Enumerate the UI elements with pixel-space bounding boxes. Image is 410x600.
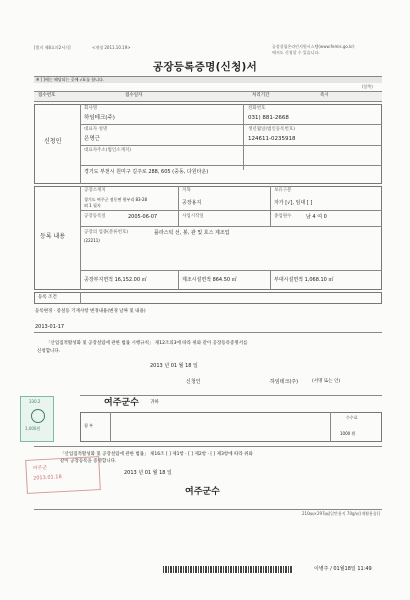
office-suffix: 귀하 [150, 400, 159, 405]
business-start-label: 사업시작일 [182, 214, 204, 219]
conditions-label: 등록 조건 [38, 295, 57, 300]
official-seal [25, 456, 101, 494]
page-title: 공장등록증명(신청)서 [152, 61, 258, 73]
form-number: [별지 제8호의2서식] [34, 45, 71, 50]
revision-date: <개정 2011.10.19> [92, 45, 131, 50]
location-value-1: 경기도 여주군 점동면 원부리 83-28 [84, 197, 148, 202]
seal-text-1: 여주군 [32, 464, 48, 472]
revenue-stamp-amount: 1,000원 [25, 426, 41, 431]
processing-period-value: 즉시 [320, 93, 329, 98]
declaration-line-1: 「산업집적활성화 및 공장설립에 관한 법률 시행규칙」 제12조의3에 따라 위와 같이 공장등록증명서를 [46, 341, 248, 346]
industry-label: 공장의 업종(분류번호) [84, 230, 129, 235]
signature-company: 하임테크(주) [270, 379, 299, 385]
agency-note-2: 에서도 신청할 수 있습니다. [272, 50, 320, 55]
seal-text-2: 2013.01.18 [32, 474, 62, 482]
registration-date-label: 공장등록일 [84, 214, 106, 219]
revenue-stamp-top: 330.2 [29, 399, 41, 404]
history-label: 등록변경 · 증설등 기재사항 변경내용(변경 날짜 및 내용) [35, 309, 146, 314]
emblem-icon [31, 409, 45, 423]
representative-value: 은명근 [84, 136, 100, 142]
auxiliary-area: 부대시설면적 1,068.10 ㎡ [274, 277, 334, 283]
fee-label: 수수료 [346, 415, 358, 420]
processing-period-label: 처리기간 [252, 93, 270, 98]
issuer-name: 여주군수 [185, 487, 220, 497]
certification-line-2: 같이 공장등록을 증명합니다. [60, 459, 117, 464]
location-value-2: 외 1 필지 [84, 203, 101, 208]
manufacturing-area: 제조시설면적 864.50 ㎡ [182, 277, 237, 283]
application-date: 2013 년 01 월 18 일 [150, 363, 198, 369]
fee-box [80, 412, 382, 442]
birth-label: 생년월일(법인등록번호) [248, 127, 295, 132]
land-category-value: 공장용지 [182, 200, 202, 206]
company-label: 회사명 [84, 106, 98, 111]
signature-note: (서명 또는 인) [312, 379, 341, 384]
history-date: 2013-01-17 [35, 324, 65, 330]
certification-line-1: 「산업집적활성화 및 공장설립에 관한 법률」 제16조 [ ] 제1항 · [ ] 제2항 · [ ] 제3항에 따라 위와 [60, 452, 253, 457]
receipt-number-label: 접수번호 [38, 93, 56, 98]
birth-value: 124611-0235918 [248, 136, 296, 142]
employees-label: 종업원수 [274, 214, 292, 219]
industry-code: (22211) [84, 238, 100, 243]
registration-date-value: 2005-06-07 [128, 214, 158, 220]
ownership-label: 보유구분 [274, 188, 292, 193]
paper-spec: 210㎜×297㎜[일반용지 70g/㎡(재활용품)] [302, 511, 381, 516]
receipt-date-label: 접수일자 [125, 93, 143, 98]
signature-label: 신청인 [186, 379, 201, 385]
phone-value: 031) 881-2668 [248, 115, 289, 121]
certification-date: 2013 년 01 월 18 일 [124, 470, 172, 476]
site-area: 공장부지면적 16,152.00 ㎡ [84, 277, 147, 283]
representative-label: 대표자 성명 [84, 127, 108, 132]
phone-label: 전화번호 [248, 106, 266, 111]
address-value: 경기도 부천시 원미구 길주로 288, 605 (중동, 다원타운) [84, 169, 209, 175]
office-name: 여주군수 [104, 398, 139, 408]
declaration-line-2: 신청합니다. [37, 349, 61, 354]
front-side-label: (앞쪽) [362, 84, 373, 89]
barcode-strip [163, 566, 293, 573]
employees-value: 남 4 여 0 [306, 214, 327, 220]
land-category-label: 지목 [182, 188, 191, 193]
applicant-section-label: 신청인 [44, 138, 62, 145]
issuer-timestamp: 이병주 / 01월18일 11:49 [314, 566, 372, 572]
industry-value: 플라스틱 선, 봉, 관 및 호스 제조업 [154, 230, 230, 236]
company-value: 하임테크(주) [84, 115, 115, 121]
registration-section-label: 등록 내용 [40, 233, 66, 240]
location-label: 공장소재지 [84, 188, 106, 193]
conditions-row [34, 292, 382, 304]
attachment-label: 첨 부 [84, 423, 93, 428]
revenue-stamp [20, 396, 54, 442]
ownership-value: 자가 [√], 임대 [ ] [274, 200, 313, 206]
fee-value: 1000 원 [340, 431, 356, 436]
checkbox-note: ※ [ ]에는 해당되는 곳에 √표를 합니다. [36, 77, 105, 82]
address-label: 대표자주소(법인소재지) [84, 148, 131, 153]
agency-note-1: 공장설립온라인지원시스템(www.femis.go.kr) [272, 44, 355, 49]
